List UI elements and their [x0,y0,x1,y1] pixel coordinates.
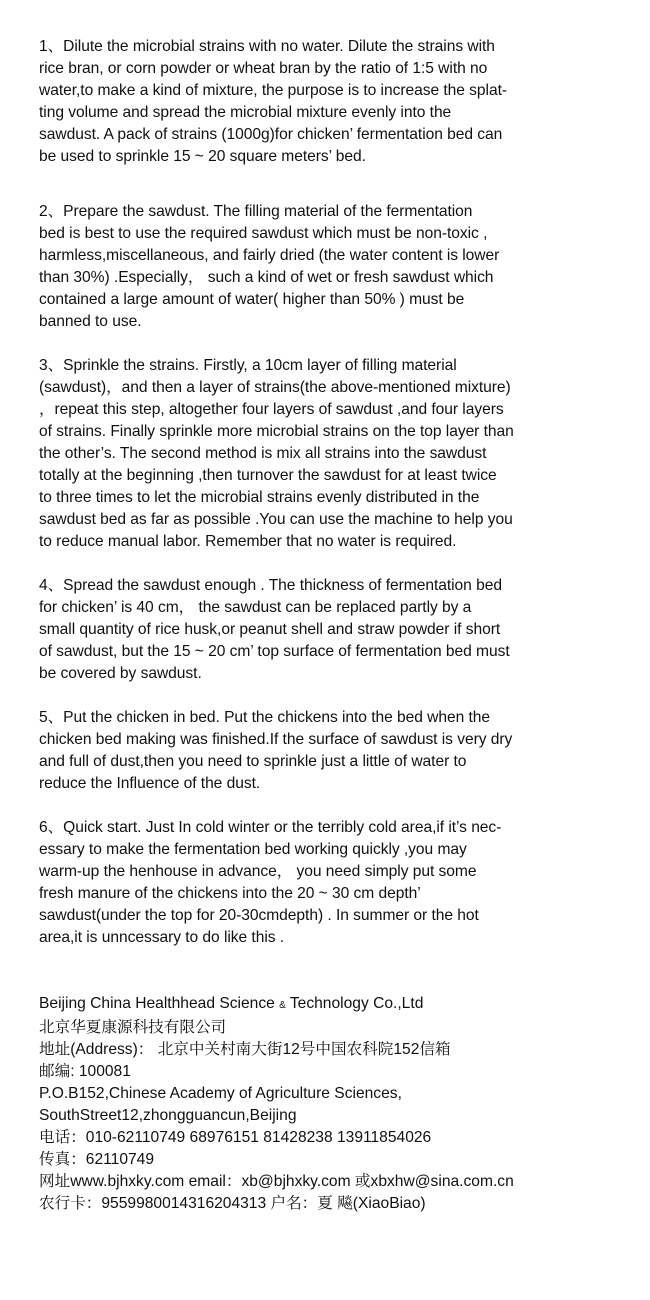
step-4-heading: 4、Spread the sawdust enough . [39,577,265,594]
step-5-body: Put the chickens into the bed when the chicken bed making was finished.If the surface of sawdust is very dry and full of dust,then you need to sprinkle just a little of water to reduce the Influence of the dust. [39,709,513,792]
fax-number: 传真：62110749 [39,1151,155,1168]
website-email: 网址www.bjhxky.com email：xb@bjhxky.com 或xbxhw@sina.com.cn [39,1173,514,1190]
address-en-line-1: P.O.B152,Chinese Academy of Agriculture Sciences, [39,1085,402,1102]
address-cn: 地址(Address)： 北京中关村南大街12号中国农科院152信箱 [39,1041,451,1058]
company-name-en [39,993,639,1017]
step-3 [39,355,619,553]
phone-numbers: 电话：010-62110749 68976151 81428238 13911854026 [39,1129,432,1146]
address-en-line-2: SouthStreet12,zhongguancun,Beijing [39,1107,297,1124]
step-4-body: The thickness of fermentation bed for chicken’ is 40 cm， the sawdust can be replaced partly by a small quantity of rice husk,or peanut shell and straw powder if short of sawdust, but the 15 ~ 20 cm’ top surface of fermentation bed must be covered by sawdust. [39,577,510,682]
step-1-body: Dilute the strains with rice bran, or corn powder or wheat bran by the ratio of 1:5 with no water,to make a kind of mixture, the purpose is to increase the splat- ting volume and spread the microbial mixture evenly into the sawdust. A pack of strains (1000g)for chicken’ fermentation bed can be used to sprinkle 15 ~ 20 square meters’ bed. [39,38,508,165]
company-name-cn: 北京华夏康源科技有限公司 [39,1019,227,1036]
step-6 [39,817,619,949]
step-1 [39,36,619,168]
step-2-heading: 2、Prepare the sawdust. [39,203,210,220]
company-name-en-amp: & [279,1000,286,1011]
step-1-heading: 1、Dilute the microbial strains with no water. [39,38,344,55]
company-name-en-part2: Technology Co.,Ltd [285,995,424,1012]
bank-account: 农行卡：9559980014316204313 户名：夏 飚(XiaoBiao) [39,1195,426,1212]
step-4 [39,575,619,685]
step-3-body: Firstly, a 10cm layer of filling material (sawdust)，and then a layer of strains(the above-mentioned mixture) ，repeat this step, altogether four layers of sawdust ,and four layers of strains. Finally sprinkle more microbial strains on the top layer than the other’s. The second method is mix all strains into the sawdust totally at the beginning ,then turnover the sawdust for at least twice to three times to let the microbial strains evenly distributed in the sawdust bed as far as possible .You can use the machine to help you to reduce manual labor. Remember that no water is required. [39,357,514,550]
step-2 [39,201,619,333]
step-5 [39,707,619,795]
company-name-en-part1: Beijing China Healthhead Science [39,995,280,1012]
step-6-body: Just In cold winter or the terribly cold area,if it’s nec- essary to make the fermentation bed working quickly ,you may warm-up the henhouse in advance， you need simply put some fresh manure of the chickens into the 20 ~ 30 cm depth’ sawdust(under the top for 20-30cmdepth) . In summer or the hot area,it is unncessary to do like this . [39,819,502,946]
step-2-body: The filling material of the fermentation bed is best to use the required sawdust which must be non-toxic , harmless,miscellaneous, and fairly dried (the water content is lower than 30%) .Especially， such a kind of wet or fresh sawdust which contained a large amount of water( higher than 50% ) must be banned to use. [39,203,500,330]
contact-block [39,993,639,1215]
postcode: 邮编: 100081 [39,1063,131,1080]
step-3-heading: 3、Sprinkle the strains. [39,357,200,374]
step-5-heading: 5、Put the chicken in bed. [39,709,220,726]
step-6-heading: 6、Quick start. [39,819,142,836]
